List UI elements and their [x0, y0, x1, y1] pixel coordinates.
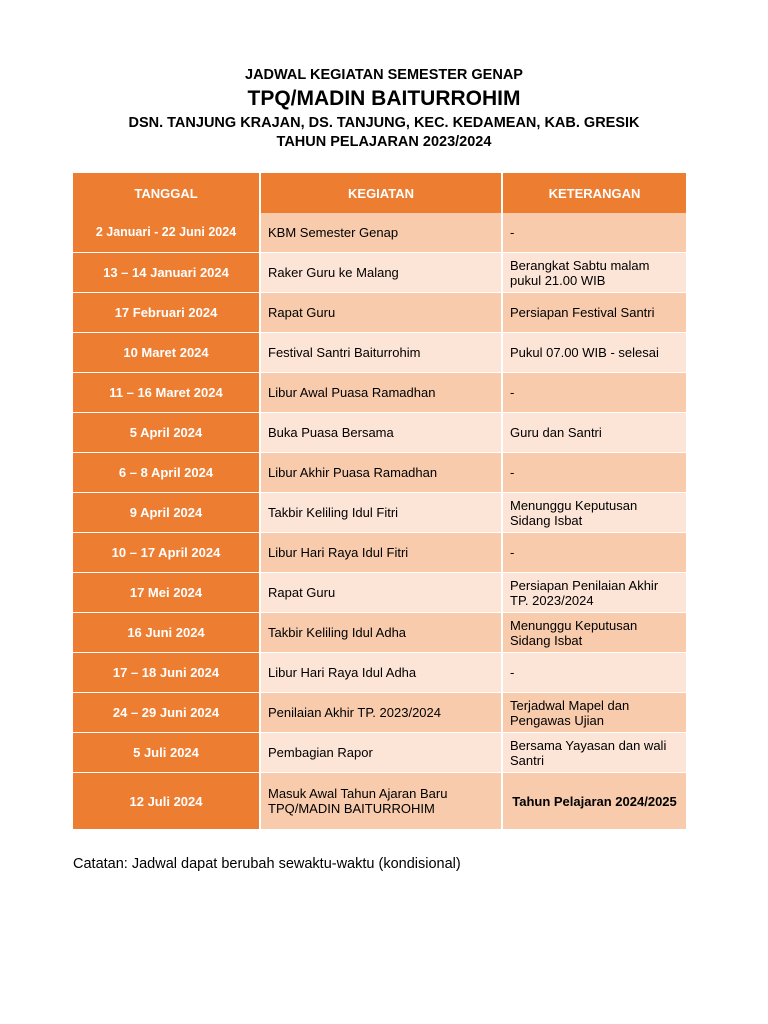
table-row [73, 413, 686, 453]
row-date: 6 – 8 April 2024 [73, 453, 260, 493]
row-date: 17 – 18 Juni 2024 [73, 653, 260, 693]
row-activity: Libur Hari Raya Idul Fitri [260, 533, 502, 573]
column-header-activity: KEGIATAN [260, 173, 502, 213]
row-note: Pukul 07.00 WIB - selesai [502, 333, 686, 373]
table-header-row [73, 173, 686, 213]
row-note: - [502, 213, 686, 253]
table-row [73, 573, 686, 613]
row-note: Menunggu Keputusan Sidang Isbat [502, 493, 686, 533]
row-date: 17 Februari 2024 [73, 293, 260, 333]
row-date: 17 Mei 2024 [73, 573, 260, 613]
row-date: 24 – 29 Juni 2024 [73, 693, 260, 733]
row-activity: Rapat Guru [260, 293, 502, 333]
table-row [73, 773, 686, 830]
row-note: Menunggu Keputusan Sidang Isbat [502, 613, 686, 653]
table-row [73, 453, 686, 493]
row-note: Persiapan Penilaian Akhir TP. 2023/2024 [502, 573, 686, 613]
row-note: Bersama Yayasan dan wali Santri [502, 733, 686, 773]
row-activity: Festival Santri Baiturrohim [260, 333, 502, 373]
row-activity: Libur Akhir Puasa Ramadhan [260, 453, 502, 493]
table-row [73, 333, 686, 373]
schedule-table [73, 173, 686, 830]
row-activity: Rapat Guru [260, 573, 502, 613]
row-activity: Buka Puasa Bersama [260, 413, 502, 453]
table-row [73, 493, 686, 533]
column-header-note: KETERANGAN [502, 173, 686, 213]
row-activity: Penilaian Akhir TP. 2023/2024 [260, 693, 502, 733]
row-date: 11 – 16 Maret 2024 [73, 373, 260, 413]
row-date: 12 Juli 2024 [73, 773, 260, 830]
footer-note: Catatan: Jadwal dapat berubah sewaktu-waktu (kondisional) [73, 856, 461, 872]
table-row [73, 693, 686, 733]
row-note: - [502, 453, 686, 493]
row-date: 13 – 14 Januari 2024 [73, 253, 260, 293]
table-row [73, 533, 686, 573]
row-note: - [502, 373, 686, 413]
row-activity: Libur Hari Raya Idul Adha [260, 653, 502, 693]
table-row [73, 293, 686, 333]
document-title: TPQ/MADIN BAITURROHIM [247, 87, 521, 110]
row-note: Terjadwal Mapel dan Pengawas Ujian [502, 693, 686, 733]
table-row [73, 653, 686, 693]
row-date: 5 April 2024 [73, 413, 260, 453]
row-activity: Takbir Keliling Idul Fitri [260, 493, 502, 533]
row-activity: Libur Awal Puasa Ramadhan [260, 373, 502, 413]
table-row [73, 613, 686, 653]
row-date: 10 – 17 April 2024 [73, 533, 260, 573]
column-header-date: TANGGAL [73, 173, 260, 213]
row-date: 2 Januari - 22 Juni 2024 [73, 213, 260, 253]
row-activity: Masuk Awal Tahun Ajaran Baru TPQ/MADIN BAITURROHIM [260, 773, 502, 830]
table-row [73, 213, 686, 253]
document-academic-year: TAHUN PELAJARAN 2023/2024 [276, 134, 492, 150]
table-row [73, 253, 686, 293]
row-note: - [502, 533, 686, 573]
document-subtitle: JADWAL KEGIATAN SEMESTER GENAP [245, 67, 523, 83]
row-note: - [502, 653, 686, 693]
row-date: 9 April 2024 [73, 493, 260, 533]
document-header [0, 66, 768, 152]
row-activity: KBM Semester Genap [260, 213, 502, 253]
row-activity: Takbir Keliling Idul Adha [260, 613, 502, 653]
table-row [73, 373, 686, 413]
row-note: Guru dan Santri [502, 413, 686, 453]
row-activity: Raker Guru ke Malang [260, 253, 502, 293]
row-date: 5 Juli 2024 [73, 733, 260, 773]
row-note: Berangkat Sabtu malam pukul 21.00 WIB [502, 253, 686, 293]
row-note: Persiapan Festival Santri [502, 293, 686, 333]
document-address: DSN. TANJUNG KRAJAN, DS. TANJUNG, KEC. KEDAMEAN, KAB. GRESIK [128, 115, 640, 131]
row-activity: Pembagian Rapor [260, 733, 502, 773]
row-note: Tahun Pelajaran 2024/2025 [502, 773, 686, 830]
row-date: 16 Juni 2024 [73, 613, 260, 653]
row-date: 10 Maret 2024 [73, 333, 260, 373]
table-row [73, 733, 686, 773]
